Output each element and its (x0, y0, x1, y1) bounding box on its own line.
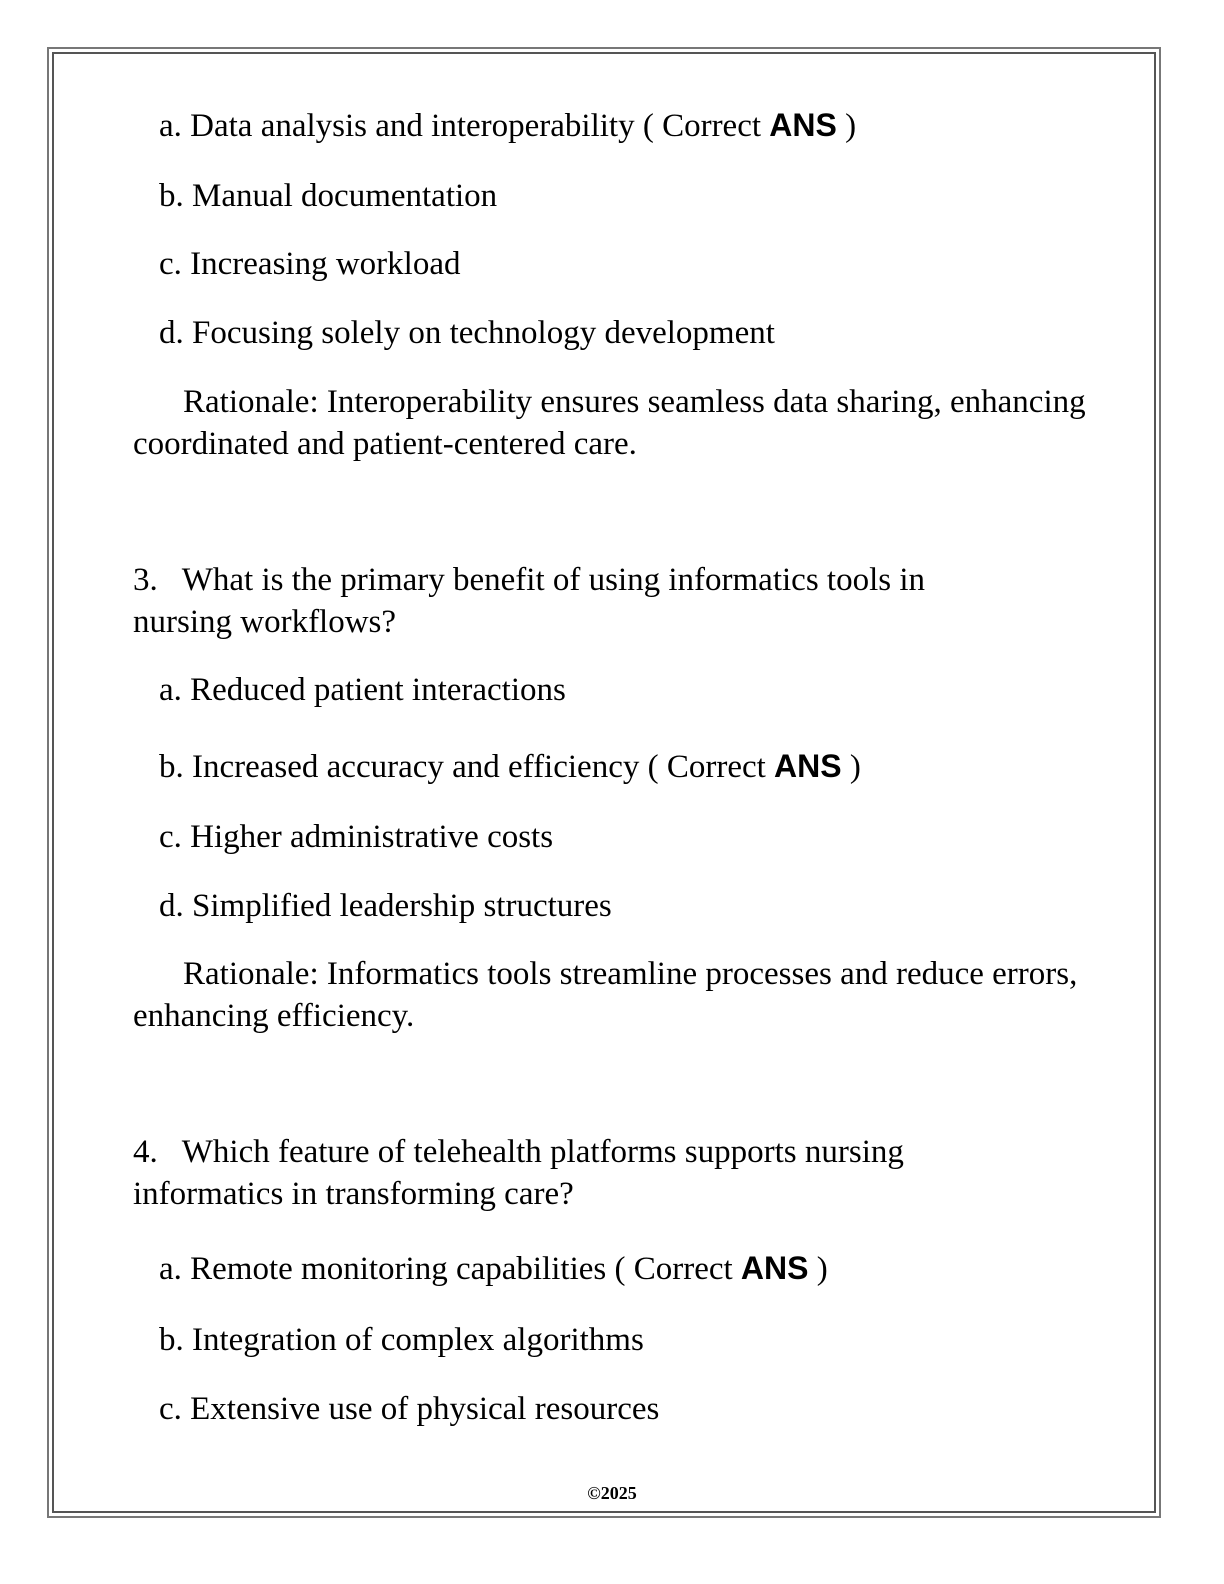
q3-option-b-suffix: ) (841, 749, 861, 785)
q4-option-a (159, 1247, 828, 1290)
q2-option-b: b. Manual documentation (159, 178, 498, 214)
q3-option-c: c. Higher administrative costs (159, 819, 554, 855)
correct-answer-label: ANS (740, 1250, 809, 1286)
q2-option-c: c. Increasing workload (159, 246, 461, 282)
q4-option-a-text: a. Remote monitoring capabilities ( Correct (159, 1251, 741, 1287)
q2-option-d: d. Focusing solely on technology development (159, 315, 775, 351)
q2-option-a (159, 104, 856, 147)
q3-option-a: a. Reduced patient interactions (159, 672, 566, 708)
q4-option-b: b. Integration of complex algorithms (159, 1322, 644, 1358)
correct-answer-label: ANS (774, 748, 842, 784)
q4-number: 4. (133, 1134, 158, 1170)
q3-option-b-text: b. Increased accuracy and efficiency ( Correct (159, 749, 775, 785)
correct-answer-label: ANS (769, 107, 837, 143)
q3-question-line2: nursing workflows? (133, 604, 397, 640)
q3-option-d: d. Simplified leadership structures (159, 888, 612, 924)
q2-rationale: Rationale: Interoperability ensures seamless data sharing, enhancing coordinated and patient-centered care. (133, 384, 1086, 462)
q4-option-a-suffix: ) (808, 1251, 828, 1287)
q2-option-a-suffix: ) (836, 108, 857, 144)
q3-question-text: What is the primary benefit of using informatics tools in (181, 562, 926, 598)
copyright-footer: ©2025 (587, 1483, 637, 1503)
q2-option-a-text: a. Data analysis and interoperability ( Correct (159, 108, 770, 144)
q3-option-b (159, 745, 861, 788)
q4-option-c: c. Extensive use of physical resources (159, 1391, 660, 1427)
q4-question-text: Which feature of telehealth platforms supports nursing (181, 1134, 904, 1170)
q3-rationale: Rationale: Informatics tools streamline processes and reduce errors, enhancing efficiency. (133, 956, 1078, 1034)
q3-question-line1 (133, 559, 925, 601)
q3-number: 3. (133, 562, 158, 598)
q4-question-line2: informatics in transforming care? (133, 1176, 574, 1212)
q4-question-line1 (133, 1131, 904, 1173)
